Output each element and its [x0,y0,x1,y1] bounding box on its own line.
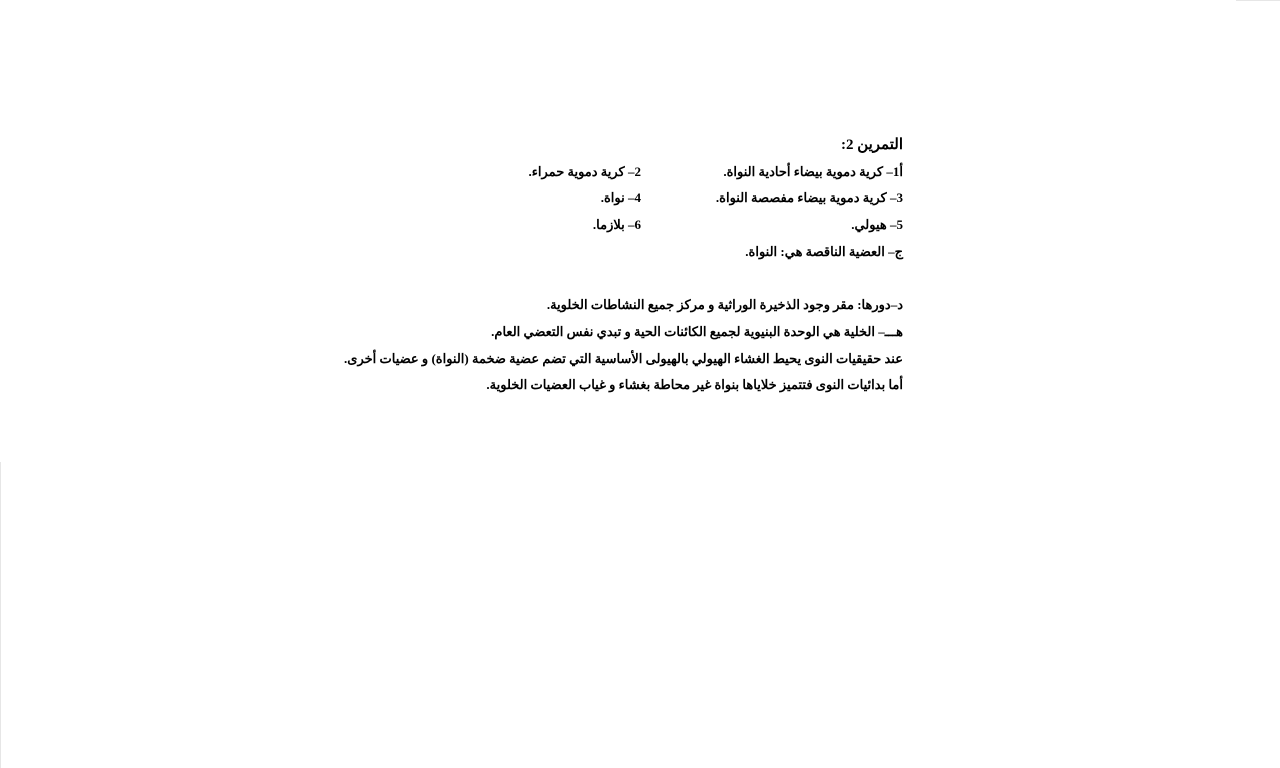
exercise-title: التمرين 2: [840,137,903,153]
blank-line [283,266,903,293]
answer-5: 5– هيولي. [851,217,903,233]
page-edge-mark [1236,0,1280,1]
page-edge-line [0,462,1,768]
part-e-answer: هـــ– الخلية هي الوحدة البنيوية لجميع الكائنات الحية و تبدي نفس التعضي العام. [491,323,903,339]
prokaryote-description: أما بدائيات النوى فتتميز خلاياها بنواة غير محاطة بغشاء و غياب العضيات الخلوية. [486,377,903,393]
part-c-answer: ج– العضية الناقصة هي: النواة. [745,243,903,259]
answer-3: 3– كرية دموية بيضاء مفصصة النواة. [715,190,903,206]
answer-6: 6– بلازما. [592,217,641,233]
exercise-answer-block [283,132,903,399]
answer-row-1 [283,159,903,186]
answer-row-3 [283,212,903,239]
eukaryote-description: عند حقيقيات النوى يحيط الغشاء الهيولي بالهيولى الأساسية التي تضم عضية ضخمة (النواة) و عضيات أخرى. [344,350,903,366]
part-d-answer: د–دورها: مقر وجود الذخيرة الوراثية و مركز جميع النشاطات الخلوية. [546,297,903,313]
answer-2: 2– كرية دموية حمراء. [528,163,641,179]
answer-row-2 [283,185,903,212]
answer-4: 4– نواة. [600,190,641,206]
answer-1: أ1– كرية دموية بيضاء أحادية النواة. [723,163,903,179]
